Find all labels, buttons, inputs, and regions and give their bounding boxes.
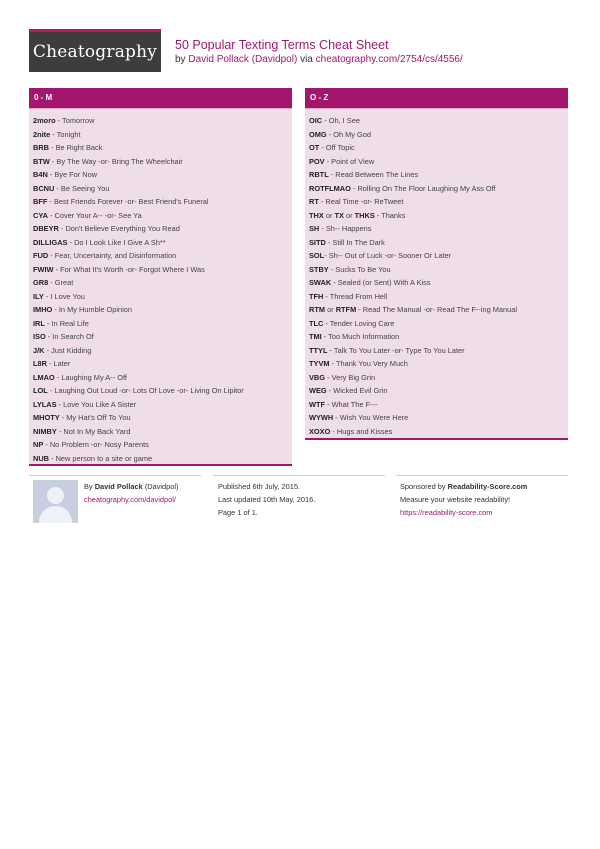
term-abbreviation: L8R — [33, 359, 47, 368]
term-definition: - Read Between The Lines — [328, 170, 419, 179]
term-abbreviation: RTFM — [335, 305, 357, 314]
term-definition: - Sh-- Happens — [319, 224, 372, 233]
list-item — [309, 411, 564, 425]
term-definition: - For What It's Worth -or- Forgot Where I Was — [53, 264, 205, 274]
sponsor-name[interactable]: Readability-Score.com — [447, 482, 528, 491]
list-item — [33, 317, 288, 331]
list-item — [33, 276, 288, 290]
list-item — [309, 371, 564, 385]
list-item — [309, 317, 564, 331]
term-abbreviation: DILLIGAS — [33, 237, 68, 247]
list-item — [309, 398, 564, 412]
list-item — [33, 263, 288, 277]
term-definition: - Wish You Were Here — [333, 413, 409, 422]
term-definition: - Just Kidding — [44, 345, 92, 355]
term-abbreviation: RBTL — [309, 170, 329, 179]
list-item — [33, 398, 288, 412]
term-abbreviation: LOL — [33, 386, 48, 395]
term-abbreviation: RT — [309, 197, 319, 206]
avatar — [33, 480, 78, 523]
term-definition: - Not In My Back Yard — [56, 426, 131, 436]
term-definition: - Very Big Grin — [325, 372, 376, 382]
term-abbreviation: DBEYR — [33, 224, 59, 233]
footer-author — [84, 481, 179, 494]
section-heading: 0 - M — [29, 88, 292, 108]
list-item — [33, 236, 288, 250]
list-item — [309, 222, 564, 236]
term-definition: - Rolling On The Floor Laughing My Ass Off — [350, 183, 496, 193]
term-definition: - Still In The Dark — [325, 237, 385, 247]
term-abbreviation: BCNU — [33, 183, 55, 193]
term-definition: - Hugs and Kisses — [330, 426, 393, 436]
list-item — [33, 425, 288, 439]
updated-date: Last updated 10th May, 2016. — [218, 495, 316, 504]
term-abbreviation: TLC — [309, 318, 324, 328]
list-item — [33, 290, 288, 304]
list-item — [309, 425, 564, 439]
footer-by: By — [84, 482, 93, 491]
list-item — [33, 344, 288, 358]
section-heading: O - Z — [305, 88, 568, 108]
by-prefix: by — [175, 54, 186, 65]
list-item — [33, 155, 288, 169]
term-definition: - In My Humble Opinion — [52, 305, 132, 314]
term-definition: - Thread From Hell — [323, 291, 388, 301]
term-abbreviation: THX — [309, 210, 324, 220]
term-definition: - Oh, I See — [322, 116, 360, 125]
term-definition: - My Hat's Off To You — [59, 413, 131, 422]
term-abbreviation: LYLAS — [33, 399, 57, 409]
term-definition: - Be Right Back — [49, 143, 103, 152]
term-abbreviation: IRL — [33, 318, 45, 328]
list-item — [309, 249, 564, 263]
divider — [29, 108, 292, 109]
term-definition: - What The F--- — [325, 399, 378, 409]
term-abbreviation: SH — [309, 224, 320, 233]
term-abbreviation: NP — [33, 440, 44, 449]
list-item — [33, 371, 288, 385]
term-abbreviation: OMG — [309, 129, 327, 139]
term-definition: - Too Much Information — [321, 332, 400, 341]
list-item — [33, 411, 288, 425]
section-0-m — [29, 88, 292, 466]
term-abbreviation: TX — [334, 210, 344, 220]
list-item — [33, 128, 288, 142]
term-definition: - Thank You Very Much — [329, 359, 408, 368]
term-separator: or — [325, 305, 336, 314]
term-abbreviation: NUB — [33, 453, 50, 463]
term-definition: - New person to a site or game — [49, 453, 153, 463]
term-definition: - Wicked Evil Grin — [326, 386, 388, 395]
term-abbreviation: BRB — [33, 143, 50, 152]
section-bottom-border — [29, 464, 292, 466]
logo[interactable] — [29, 29, 161, 72]
term-definition: - Point of View — [324, 156, 375, 166]
term-definition: - Off Topic — [319, 143, 355, 152]
list-item — [309, 141, 564, 155]
term-definition: - Be Seeing You — [54, 183, 110, 193]
term-list — [29, 111, 292, 465]
term-abbreviation: NIMBY — [33, 426, 57, 436]
term-abbreviation: 2nite — [33, 129, 51, 139]
term-abbreviation: WTF — [309, 399, 326, 409]
term-abbreviation: J/K — [33, 345, 45, 355]
author-link[interactable]: David Pollack (Davidpol) — [188, 54, 298, 65]
term-abbreviation: ISO — [33, 332, 46, 341]
byline — [175, 54, 463, 65]
list-item — [309, 195, 564, 209]
avatar-head-shape — [47, 487, 64, 504]
term-abbreviation: BFF — [33, 197, 48, 206]
section-bottom-border — [305, 438, 568, 440]
term-abbreviation: POV — [309, 156, 325, 166]
term-definition: - Sucks To Be You — [328, 264, 391, 274]
term-abbreviation: SWAK — [309, 278, 332, 287]
term-separator: or — [343, 210, 355, 220]
term-definition: - No Problem -or- Nosy Parents — [43, 440, 149, 449]
list-item — [309, 344, 564, 358]
footer-divider — [396, 475, 568, 476]
footer-author-handle: (Davidpol) — [144, 482, 179, 491]
term-abbreviation: WYWH — [309, 413, 334, 422]
term-abbreviation: STBY — [309, 264, 329, 274]
via-text: via — [300, 54, 313, 65]
term-abbreviation: LMAO — [33, 372, 55, 382]
term-definition: - Talk To You Later -or- Type To You Later — [327, 345, 465, 355]
list-item — [309, 330, 564, 344]
term-abbreviation: BTW — [33, 156, 50, 166]
footer-divider — [29, 475, 201, 476]
term-definition: - Thanks — [374, 210, 406, 220]
list-item — [309, 236, 564, 250]
term-definition: - Love You Like A Sister — [56, 399, 137, 409]
term-list — [305, 111, 568, 438]
list-item — [33, 195, 288, 209]
list-item — [33, 168, 288, 182]
list-item — [33, 384, 288, 398]
list-item — [309, 303, 564, 317]
page-number: Page 1 of 1. — [218, 508, 258, 517]
term-definition: - Bye For Now — [47, 170, 98, 179]
list-item — [309, 276, 564, 290]
list-item — [309, 384, 564, 398]
list-item — [33, 141, 288, 155]
term-definition: - Tender Loving Care — [323, 318, 395, 328]
term-separator: or — [323, 210, 335, 220]
term-abbreviation: OT — [309, 143, 320, 152]
list-item — [33, 438, 288, 452]
term-abbreviation: GR8 — [33, 278, 49, 287]
term-definition: - Laughing Out Loud -or- Lots Of Love -or- Living On Lipitor — [47, 386, 244, 395]
term-abbreviation: 2moro — [33, 116, 56, 125]
term-abbreviation: TYVM — [309, 359, 330, 368]
list-item — [309, 263, 564, 277]
sponsor-tagline: Measure your website readability! — [400, 495, 511, 504]
page-title: 50 Popular Texting Terms Cheat Sheet — [175, 38, 389, 52]
term-definition: - Fear, Uncertainty, and Disinformation — [48, 251, 177, 260]
term-definition: - Best Friends Forever -or- Best Friend's Funeral — [47, 197, 209, 206]
list-item — [309, 182, 564, 196]
term-abbreviation: XOXO — [309, 426, 331, 436]
list-item — [309, 168, 564, 182]
sponsor-link[interactable]: https://readability-score.com — [400, 508, 493, 517]
list-item — [309, 209, 564, 223]
term-definition: - Later — [46, 359, 71, 368]
published-date: Published 6th July, 2015. — [218, 482, 301, 491]
list-item — [309, 128, 564, 142]
term-definition: - In Real Life — [44, 318, 89, 328]
section-o-z — [305, 88, 568, 440]
list-item — [33, 357, 288, 371]
term-abbreviation: THKS — [354, 210, 375, 220]
list-item — [33, 209, 288, 223]
term-abbreviation: RTM — [309, 305, 326, 314]
term-definition: - Tomorrow — [55, 116, 95, 125]
term-abbreviation: SITD — [309, 237, 326, 247]
term-abbreviation: ROTFLMAO — [309, 183, 351, 193]
term-definition: - I Love You — [43, 291, 85, 301]
list-item — [309, 357, 564, 371]
list-item — [33, 182, 288, 196]
term-abbreviation: TFH — [309, 291, 324, 301]
term-definition: - Real Time -or- ReTweet — [318, 197, 404, 206]
list-item — [309, 290, 564, 304]
term-abbreviation: FWIW — [33, 264, 54, 274]
term-definition: - Do I Look Like I Give A Sh** — [67, 237, 166, 247]
term-abbreviation: VBG — [309, 372, 326, 382]
term-definition: - Oh My God — [326, 129, 372, 139]
term-definition: - Don't Believe Everything You Read — [58, 224, 180, 233]
term-abbreviation: ILY — [33, 291, 44, 301]
term-abbreviation: CYA — [33, 210, 48, 220]
term-definition: - Tonight — [50, 129, 81, 139]
list-item — [33, 114, 288, 128]
term-abbreviation: TMI — [309, 332, 322, 341]
term-abbreviation: TTYL — [309, 345, 328, 355]
sheet-url-link[interactable]: cheatography.com/2754/cs/4556/ — [315, 54, 463, 65]
list-item — [33, 452, 288, 466]
sponsor-line — [400, 481, 527, 494]
term-abbreviation: MHOTY — [33, 413, 60, 422]
footer-author-link[interactable]: cheatography.com/davidpol/ — [84, 495, 176, 504]
term-definition: - Cover Your A-- -or- See Ya — [47, 210, 142, 220]
term-definition: - Great — [48, 278, 74, 287]
list-item — [309, 155, 564, 169]
footer-author-name: David Pollack — [94, 482, 143, 491]
logo-text: Cheatography — [29, 32, 161, 72]
term-abbreviation: OIC — [309, 116, 323, 125]
term-abbreviation: B4N — [33, 170, 48, 179]
term-abbreviation: FUD — [33, 251, 49, 260]
term-definition: - Read The Manual -or- Read The F--ing Manual — [356, 305, 517, 314]
avatar-body-shape — [39, 506, 72, 523]
term-definition: - Sealed (or Sent) With A Kiss — [331, 278, 431, 287]
list-item — [33, 249, 288, 263]
term-definition: - By The Way -or- Bring The Wheelchair — [49, 156, 183, 166]
list-item — [309, 114, 564, 128]
footer-divider — [213, 475, 385, 476]
sponsored-prefix: Sponsored by — [400, 482, 446, 491]
term-definition: - In Search Of — [45, 332, 94, 341]
term-abbreviation: IMHO — [33, 305, 53, 314]
list-item — [33, 330, 288, 344]
term-definition: - Laughing My A-- Off — [54, 372, 127, 382]
term-abbreviation: WEG — [309, 386, 327, 395]
term-definition: - Sh-- Out of Luck -or- Sooner Or Later — [324, 251, 452, 260]
list-item — [33, 222, 288, 236]
term-abbreviation: SOL — [309, 251, 325, 260]
divider — [305, 108, 568, 109]
list-item — [33, 303, 288, 317]
